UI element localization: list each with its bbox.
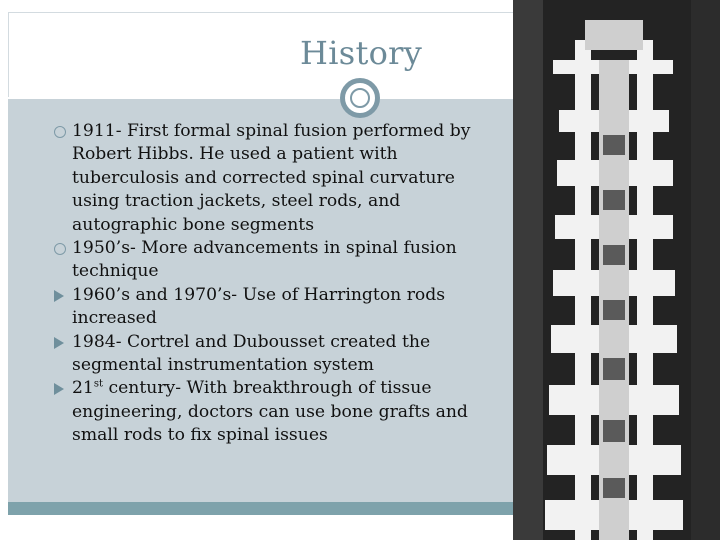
list-item: 1950’s- More advancements in spinal fusion technique: [44, 237, 484, 284]
circle-bullet-icon: [54, 243, 66, 255]
arrow-bullet-icon: [54, 383, 64, 395]
spinal-xray-image: [513, 0, 720, 540]
list-item: 1960’s and 1970’s- Use of Harrington rods increased: [44, 284, 484, 331]
list-item: 21st century- With breakthrough of tissue engineering, doctors can use bone grafts and small rods to fix spinal issues: [44, 377, 484, 447]
list-item: 1911- First formal spinal fusion performed by Robert Hibbs. He used a patient with tuberculosis and corrected spinal curvature using traction jackets, steel rods, and autographic bone segments: [44, 120, 484, 237]
arrow-bullet-icon: [54, 337, 64, 349]
circle-bullet-icon: [54, 126, 66, 138]
list-item: 1984- Cortrel and Dubousset created the segmental instrumentation system: [44, 331, 484, 378]
bullet-list: [44, 120, 484, 448]
arrow-bullet-icon: [54, 290, 64, 302]
slide-title: History: [300, 34, 423, 72]
ring-ornament-icon: [340, 78, 380, 118]
